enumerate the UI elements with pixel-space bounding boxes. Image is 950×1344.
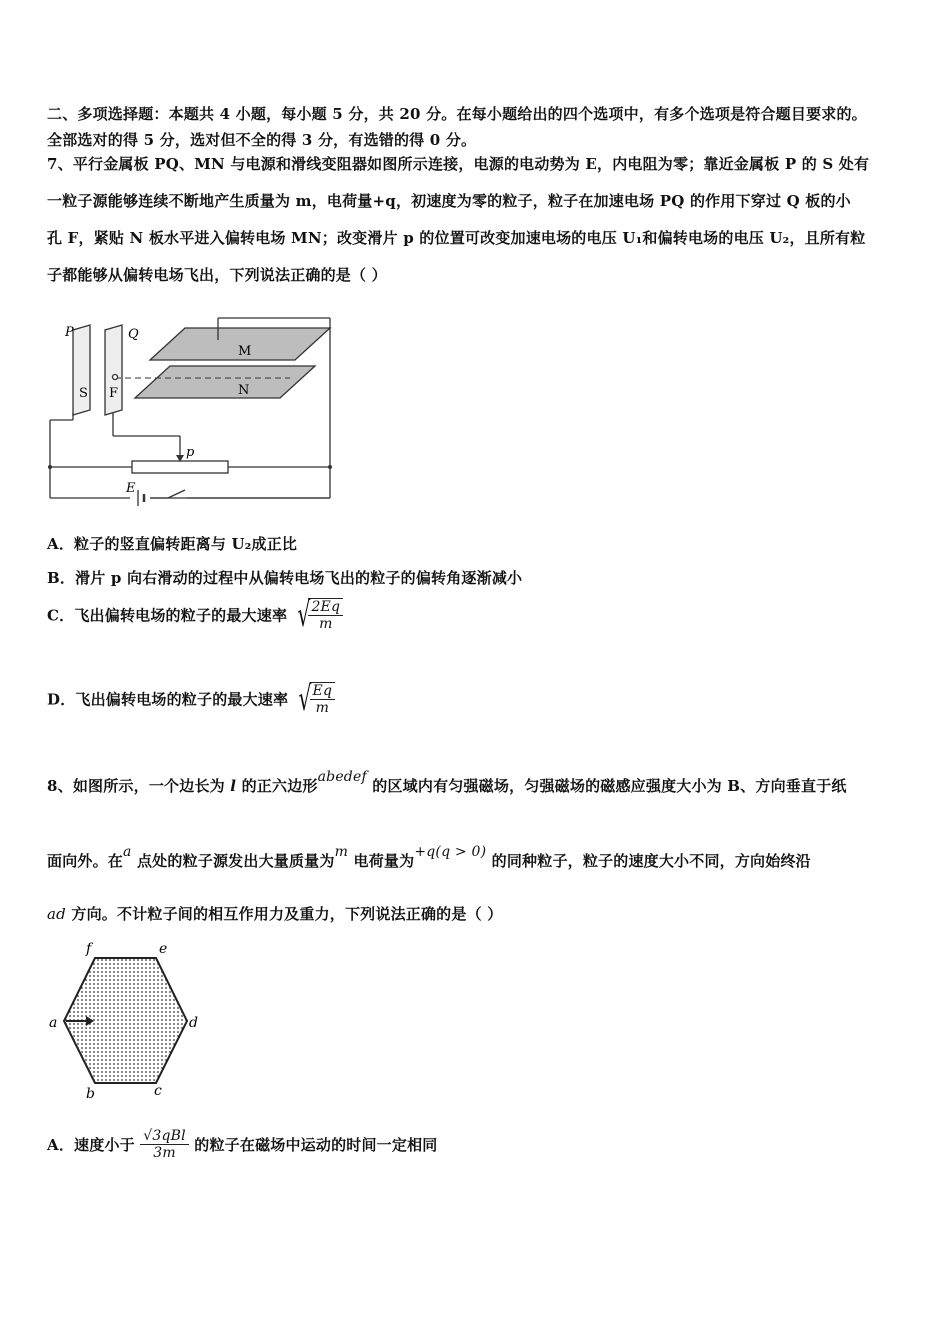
q8-option-a-num: √3qBl: [140, 1128, 189, 1145]
q8-option-a: [47, 1128, 437, 1161]
label-F: F: [109, 386, 119, 401]
q8-l2-charge: +q(q > 0): [414, 844, 487, 860]
q8-hexagon-figure: [44, 938, 214, 1103]
q8-stem-line2: [47, 844, 811, 871]
label-S: S: [79, 386, 88, 401]
q8-l1-hex: abedef: [317, 769, 367, 785]
q8-option-a-prefix: A．速度小于: [47, 1136, 135, 1154]
q7-stem-line2: 一粒子源能够连续不断地产生质量为 m，电荷量+q，初速度为零的粒子，粒子在加速电场 PQ 的作用下穿过 Q 板的小: [47, 192, 851, 210]
q8-option-a-frac: [140, 1128, 189, 1161]
q7-option-d-text: D．飞出偏转电场的粒子的最大速率: [47, 690, 289, 709]
q8-l2-sym-m: m: [334, 844, 349, 860]
q7-stem-line3: 孔 F，紧贴 N 板水平进入偏转电场 MN；改变滑片 p 的位置可改变加速电场的电压 U₁和偏转电场的电压 U₂，且所有粒: [47, 229, 866, 247]
hex-label-a: a: [49, 1015, 58, 1031]
q7-stem-line4: 子都能够从偏转电场飞出，下列说法正确的是（ ）: [47, 266, 387, 284]
q7-option-b: B．滑片 p 向右滑动的过程中从偏转电场飞出的粒子的偏转角逐渐减小: [47, 569, 523, 587]
q8-l2-d: 的同种粒子，粒子的速度大小不同，方向始终沿: [486, 852, 811, 870]
q7-option-d-sqrt: √ $\frac{Eq}{m}$: [294, 682, 335, 716]
label-N: N: [238, 383, 250, 398]
q7-option-d-den: m: [315, 700, 330, 716]
q8-l1-a: 8、如图所示，一个边长为: [47, 777, 231, 795]
q7-stem-line1: 7、平行金属板 PQ、MN 与电源和滑线变阻器如图所示连接，电源的电动势为 E，内电阻为零；靠近金属板 P 的 S 处有: [47, 155, 870, 173]
q7-circuit-figure: [40, 310, 340, 510]
label-P: P: [65, 325, 74, 340]
hex-label-f: f: [86, 941, 92, 957]
section-header-line2: 全部选对的得 5 分，选对但不全的得 3 分，有选错的得 0 分。: [47, 131, 477, 149]
hex-label-e: e: [159, 941, 168, 957]
label-E: E: [126, 481, 136, 496]
q7-option-c-num: 2Eq: [308, 599, 343, 616]
q8-l1-b: 的正六边形: [236, 777, 318, 795]
q8-l2-c: 电荷量为: [348, 852, 415, 870]
q7-option-a: A．粒子的竖直偏转距离与 U₂成正比: [47, 535, 298, 553]
q8-option-a-den: 3m: [153, 1145, 176, 1161]
q8-option-a-suffix: 的粒子在磁场中运动的时间一定相同: [194, 1136, 438, 1154]
q7-option-c: [47, 595, 343, 635]
q8-l2-b: 点处的粒子源发出大量质量为: [131, 852, 335, 870]
label-M: M: [238, 344, 252, 359]
hex-label-d: d: [189, 1015, 198, 1031]
q8-stem-line3: [47, 903, 502, 924]
q8-l1-l: l: [230, 777, 237, 795]
q8-stem-line1: [47, 769, 847, 796]
label-p: p: [186, 445, 195, 460]
q7-option-d: [47, 679, 335, 719]
q8-l3-text: 方向。不计粒子间的相互作用力及重力，下列说法正确的是（ ）: [65, 905, 503, 923]
q7-option-c-sqrt: √ $\frac{2Eq}{m}$: [293, 598, 344, 632]
hex-label-c: c: [154, 1083, 162, 1099]
hex-label-b: b: [86, 1086, 95, 1102]
q8-l3-ad: ad: [47, 905, 66, 923]
q7-option-c-text: C．飞出偏转电场的粒子的最大速率: [47, 606, 288, 625]
section-header-line1: 二、多项选择题：本题共 4 小题，每小题 5 分，共 20 分。在每小题给出的四个选项中，有多个选项是符合题目要求的。: [47, 105, 867, 123]
label-Q: Q: [128, 327, 139, 342]
q7-option-d-num: Eq: [310, 683, 336, 700]
q7-option-c-den: m: [319, 616, 333, 632]
q8-l2-sym-a: a: [123, 844, 132, 860]
q8-l2-a: 面向外。在: [47, 852, 124, 870]
q8-l1-c: 的区域内有匀强磁场，匀强磁场的磁感应强度大小为 B、方向垂直于纸: [366, 777, 847, 795]
